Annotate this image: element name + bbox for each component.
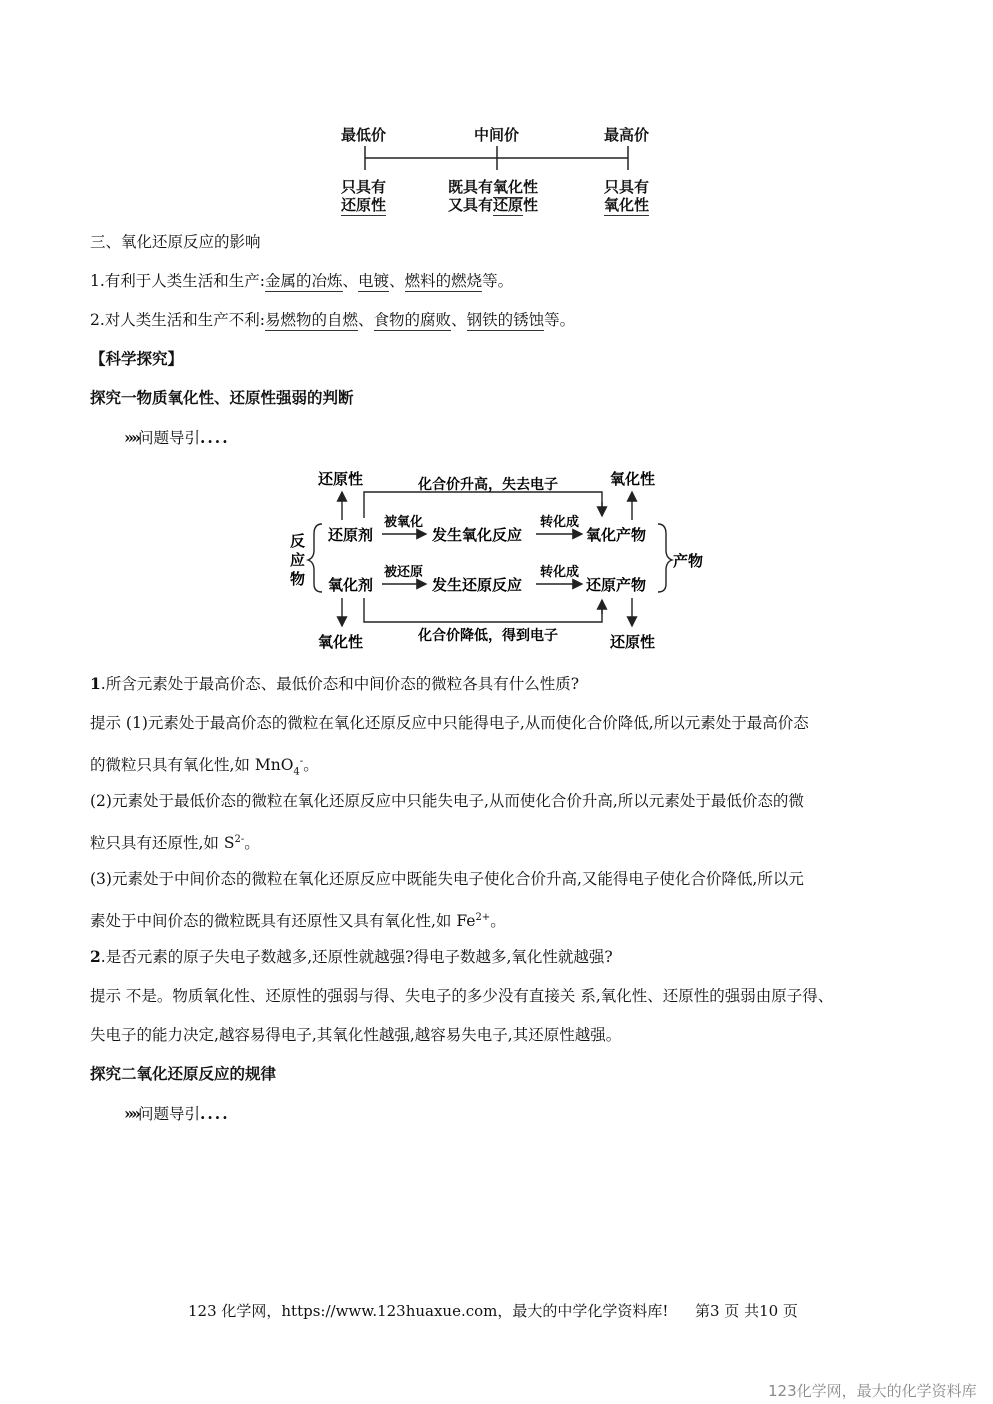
explore1-title: 探究一物质氧化性、还原性强弱的判断 [90, 388, 354, 407]
guide-label-2: 问题导引 [138, 1105, 201, 1123]
q1-num: 1 [90, 674, 101, 693]
q2-text: .是否元素的原子失电子数越多,还原性就越强?得电子数越多,氧化性就越强? [100, 948, 613, 966]
item2-suffix: 等。 [544, 311, 576, 329]
double-chevron-icon-4: » [131, 1104, 138, 1123]
convert-label-2: 转化成 [540, 565, 580, 580]
footer-page: 第3 页 共10 页 [695, 1302, 798, 1320]
explore2-title: 探究二氧化还原反应的规律 [90, 1064, 277, 1083]
valence-low-desc-1: 只具有 [341, 178, 387, 196]
mid-desc-2-post: 性 [523, 196, 539, 214]
q1-hint3-pre: 素处于中间价态的微粒既具有还原性又具有氧化性,如 Fe [90, 912, 476, 931]
section3-item-1 [90, 271, 513, 291]
double-chevron-icon: » [124, 428, 131, 447]
q2-hint-line1: 提示 不是。物质氧化性、还原性的强弱与得、失电子的多少没有直接关 系,氧化性、还原性的强弱由原子得、 [90, 987, 834, 1005]
bottom-left-oxidizability: 氧化性 [318, 633, 364, 651]
q1-question [90, 674, 579, 694]
mid-desc-1-post: 性 [523, 178, 539, 196]
valence-mid-label: 中间价 [474, 126, 520, 144]
valence-low-desc-2-wrap [341, 194, 386, 215]
oxidizing-agent: 氧化剂 [328, 576, 374, 594]
guide-dots: .... [200, 428, 230, 447]
q1-hint1-line2 [90, 752, 319, 782]
bottom-right-reducibility: 还原性 [610, 633, 656, 651]
item1-suffix: 等。 [482, 272, 514, 290]
q1-hint2-pre: 粒只具有还原性,如 S [90, 834, 235, 853]
q1-hint3-end: 。 [490, 912, 506, 931]
guide-label: 问题导引 [138, 429, 201, 447]
item2-sep1: 、 [358, 311, 374, 329]
q1-hint1-pre: 的微粒只具有氧化性,如 MnO [90, 756, 294, 775]
guide-1 [124, 428, 230, 448]
reactant-label-2: 应 [290, 551, 306, 569]
item2-u1: 易燃物的自燃 [265, 311, 359, 329]
item1-prefix: 1.有利于人类生活和生产: [90, 272, 266, 290]
valence-mid-desc-2 [448, 194, 538, 215]
science-bracket-heading: 【科学探究】 [90, 349, 184, 368]
q1-hint2-sup: 2- [234, 834, 245, 845]
q1-hint2-line2 [90, 830, 260, 853]
bottom-bracket [364, 598, 602, 622]
mid-desc-2-pre: 又具有 [448, 196, 494, 214]
reactant-brace [308, 524, 322, 592]
q2-hint-line2: 失电子的能力决定,越容易得电子,其氧化性越强,越容易失电子,其还原性越强。 [90, 1026, 622, 1044]
item2-sep2: 、 [451, 311, 467, 329]
double-chevron-icon-2: » [131, 428, 138, 447]
top-bracket-text: 化合价升高，失去电子 [418, 477, 558, 493]
mid-desc-1-ul: 氧化 [493, 178, 524, 196]
section3-item-2 [90, 310, 575, 330]
top-right-oxidizability: 氧化性 [610, 470, 656, 488]
q1-hint3-line1: (3)元素处于中间价态的微粒在氧化还原反应中既能失电子使化合价升高,又能得电子使化合价降低,所以元 [90, 870, 804, 888]
q1-hint1-sub: 4 [293, 766, 300, 778]
mid-desc-1-pre: 既具有 [448, 178, 494, 196]
top-left-reducibility: 还原性 [318, 470, 364, 488]
item2-u3: 钢铁的锈蚀 [466, 311, 545, 329]
q1-text: .所含元素处于最高价态、最低价态和中间价态的微粒各具有什么性质? [100, 675, 580, 693]
item2-u2: 食物的腐败 [373, 311, 452, 329]
section3-heading: 三、氧化还原反应的影响 [90, 233, 261, 251]
ox-reaction: 发生氧化反应 [432, 526, 523, 544]
watermark: 123化学网，最大的化学资料库 [768, 1382, 977, 1400]
valence-high-label: 最高价 [604, 126, 650, 144]
valence-high-desc-2: 氧化性 [604, 196, 650, 214]
reaction-diagram [280, 462, 720, 658]
reduction-product: 还原产物 [586, 576, 647, 594]
q1-hint1-sup: - [299, 756, 304, 767]
reducing-agent: 还原剂 [328, 526, 374, 544]
item1-u1: 金属的冶炼 [265, 272, 343, 290]
reactant-label-1: 反 [290, 532, 306, 550]
red-reaction: 发生还原反应 [432, 576, 523, 594]
guide-2 [124, 1104, 230, 1124]
bottom-bracket-text: 化合价降低，得到电子 [418, 628, 558, 644]
q1-hint1-end: 。 [303, 756, 319, 775]
reduced-label: 被还原 [384, 565, 424, 580]
q1-hint2-line1: (2)元素处于最低价态的微粒在氧化还原反应中只能失电子,从而使化合价升高,所以元素处于最低价态的微 [90, 792, 804, 810]
valence-low-desc-2: 还原性 [341, 196, 387, 214]
product-label: 产物 [673, 552, 704, 570]
item1-u3: 燃料的燃烧 [404, 272, 483, 290]
valence-high-desc-1: 只具有 [604, 178, 650, 196]
product-brace [658, 524, 672, 592]
valence-high-desc-2-wrap [604, 194, 649, 215]
item1-sep1: 、 [342, 272, 359, 290]
mid-desc-2-ul: 还原 [493, 196, 524, 214]
q1-hint3-sup: 2+ [475, 912, 491, 923]
double-chevron-icon-3: » [124, 1104, 131, 1123]
footer-text: 123 化学网，https://www.123huaxue.com，最大的中学化学资料库! [188, 1302, 669, 1320]
item2-prefix: 2.对人类生活和生产不利: [90, 311, 266, 329]
q2-question [90, 947, 613, 967]
q1-hint3-line2 [90, 908, 506, 931]
guide-dots-2: .... [200, 1104, 230, 1123]
q1-hint1-line1: 提示 (1)元素处于最高价态的微粒在氧化还原反应中只能得电子,从而使化合价降低,所以元素处于最高价态 [90, 714, 809, 732]
q1-hint2-end: 。 [244, 834, 260, 853]
reactant-label-3: 物 [290, 570, 306, 588]
oxidation-product: 氧化产物 [586, 526, 647, 544]
item1-u2: 电镀 [358, 272, 390, 290]
oxidized-label: 被氧化 [384, 515, 424, 530]
item1-sep2: 、 [389, 272, 405, 290]
valence-low-label: 最低价 [341, 126, 387, 144]
convert-label-1: 转化成 [540, 515, 580, 530]
q2-num: 2 [90, 947, 101, 966]
